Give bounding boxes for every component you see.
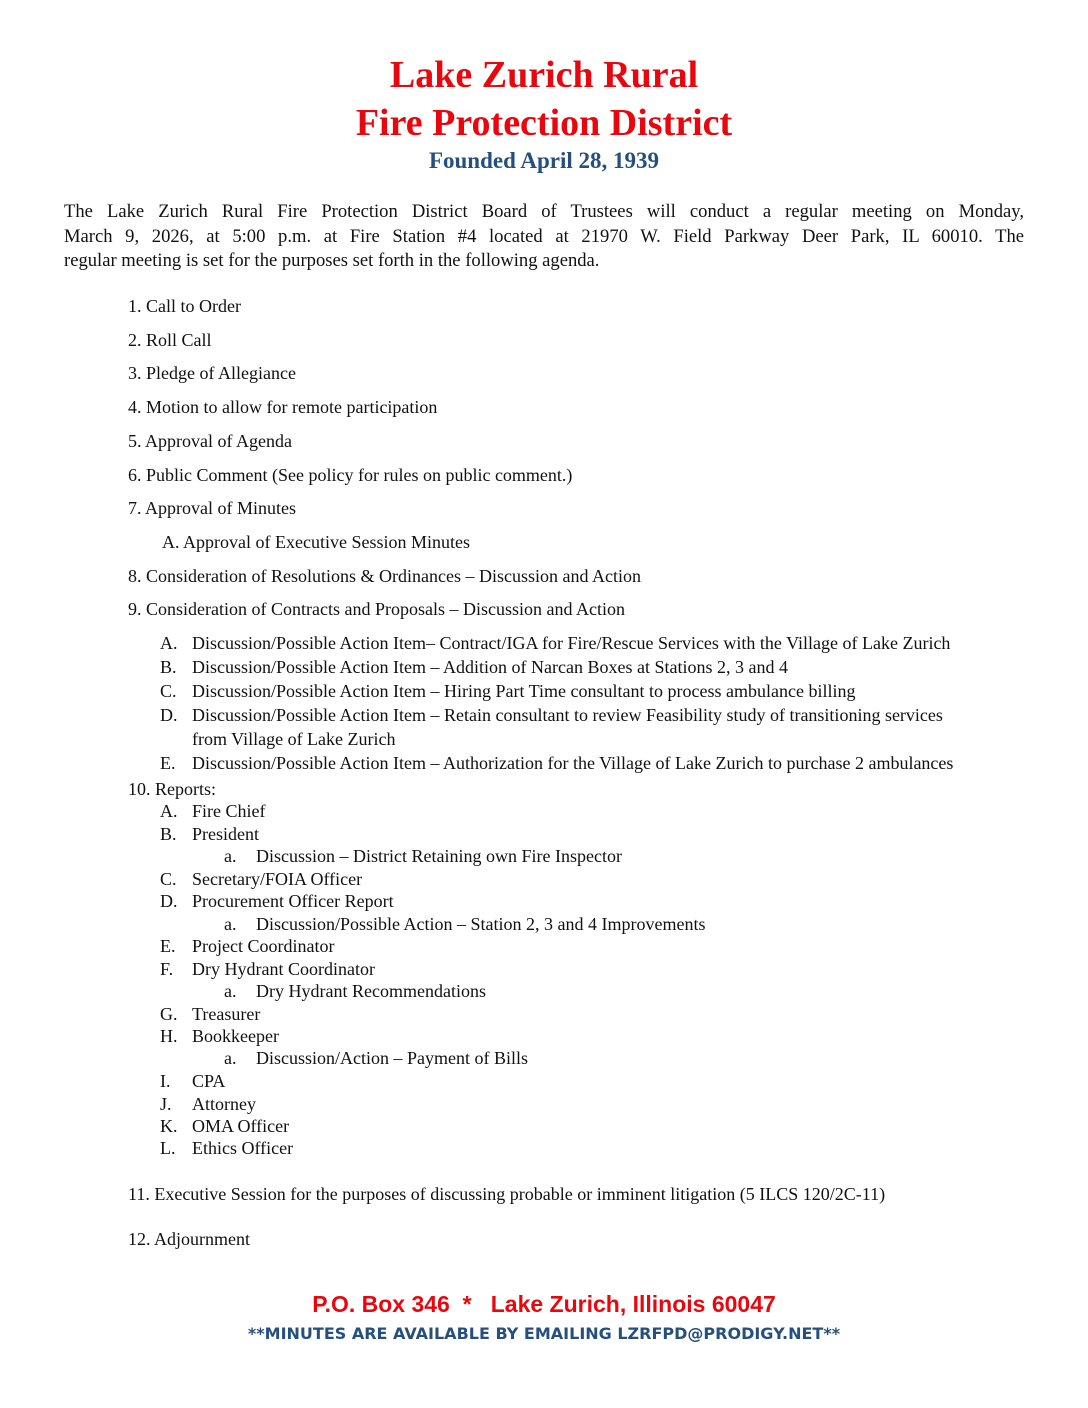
meeting-notice-paragraph	[64, 200, 1024, 274]
report-bookkeeper: Bookkeeper	[192, 1026, 279, 1046]
intro-line-2: March 9, 2026, at 5:00 p.m. at Fire Station #4 located at 21970 W. Field Parkway Deer Park, IL 60010. The	[64, 225, 1024, 247]
report-ethics-officer: Ethics Officer	[192, 1138, 294, 1158]
report-sub-text: Discussion/Action – Payment of Bills	[256, 1048, 528, 1068]
agenda-item-8: 8. Consideration of Resolutions & Ordinances – Discussion and Action	[128, 566, 641, 586]
footer-minutes-email-note: **MINUTES ARE AVAILABLE BY EMAILING LZRFPD@PRODIGY.NET**	[247, 1324, 841, 1343]
item9-sub-text: Discussion/Possible Action Item – Authorization for the Village of Lake Zurich to purchase 2 ambulances	[192, 753, 954, 773]
report-attorney: Attorney	[192, 1094, 256, 1114]
report-sub-letter: a.	[224, 914, 237, 934]
report-letter: E.	[160, 936, 176, 956]
report-sub-text: Dry Hydrant Recommendations	[256, 981, 486, 1001]
founded-date: Founded April 28, 1939	[428, 148, 660, 173]
agenda-item-10: 10. Reports:	[128, 779, 216, 799]
agenda-item-3: 3. Pledge of Allegiance	[128, 363, 296, 383]
report-letter: L.	[160, 1138, 176, 1158]
report-president: President	[192, 824, 259, 844]
district-name-line1: Lake Zurich Rural	[389, 54, 699, 96]
agenda-item-2: 2. Roll Call	[128, 330, 212, 350]
report-secretary-foia: Secretary/FOIA Officer	[192, 869, 363, 889]
report-procurement-officer: Procurement Officer Report	[192, 891, 394, 911]
report-letter: C.	[160, 869, 177, 889]
agenda-item-12: 12. Adjournment	[128, 1229, 250, 1249]
report-project-coordinator: Project Coordinator	[192, 936, 335, 956]
report-letter: H.	[160, 1026, 178, 1046]
agenda-item-6: 6. Public Comment (See policy for rules on public comment.)	[128, 465, 573, 485]
footer-address: P.O. Box 346 * Lake Zurich, Illinois 60047	[312, 1291, 776, 1317]
report-letter: J.	[160, 1094, 172, 1114]
report-sub-letter: a.	[224, 1048, 237, 1068]
report-sub-text: Discussion – District Retaining own Fire Inspector	[256, 846, 622, 866]
agenda-item-1: 1. Call to Order	[128, 296, 241, 316]
report-sub-letter: a.	[224, 846, 237, 866]
intro-line-1: The Lake Zurich Rural Fire Protection District Board of Trustees will conduct a regular meeting on Monday,	[64, 201, 1024, 222]
item9-sub-text-continued: from Village of Lake Zurich	[192, 729, 396, 749]
item9-sub-text: Discussion/Possible Action Item – Hiring Part Time consultant to process ambulance billing	[192, 681, 856, 701]
report-dry-hydrant-coordinator: Dry Hydrant Coordinator	[192, 959, 375, 979]
report-letter: I.	[160, 1071, 171, 1091]
report-oma-officer: OMA Officer	[192, 1116, 290, 1136]
item9-sub-text: Discussion/Possible Action Item– Contract/IGA for Fire/Rescue Services with the Village of Lake Zurich	[192, 633, 951, 653]
item9-sub-letter: B.	[160, 657, 177, 677]
report-letter: D.	[160, 891, 178, 911]
item9-sub-letter: A.	[160, 633, 178, 653]
report-letter: K.	[160, 1116, 178, 1136]
report-treasurer: Treasurer	[192, 1004, 261, 1024]
agenda-item-11: 11. Executive Session for the purposes of discussing probable or imminent litigation (5 ILCS 120/2C-11)	[128, 1184, 886, 1204]
agenda-item-9: 9. Consideration of Contracts and Proposals – Discussion and Action	[128, 599, 625, 619]
item9-sub-letter: E.	[160, 753, 176, 773]
agenda-item-7: 7. Approval of Minutes	[128, 498, 296, 518]
item9-sub-text: Discussion/Possible Action Item – Retain consultant to review Feasibility study of transitioning services	[192, 705, 943, 725]
district-name-line2: Fire Protection District	[355, 102, 733, 144]
item9-sub-letter: C.	[160, 681, 177, 701]
item9-sub-text: Discussion/Possible Action Item – Addition of Narcan Boxes at Stations 2, 3 and 4	[192, 657, 788, 677]
agenda-item-4: 4. Motion to allow for remote participation	[128, 397, 438, 417]
report-letter: B.	[160, 824, 177, 844]
intro-line-3: regular meeting is set for the purposes set forth in the following agenda.	[64, 250, 600, 271]
report-letter: G.	[160, 1004, 178, 1024]
item9-sub-letter: D.	[160, 705, 178, 725]
report-fire-chief: Fire Chief	[192, 801, 266, 821]
report-cpa: CPA	[192, 1071, 226, 1091]
report-letter: A.	[160, 801, 178, 821]
agenda-item-5: 5. Approval of Agenda	[128, 431, 292, 451]
agenda-item-7a: A. Approval of Executive Session Minutes	[162, 532, 470, 552]
report-sub-letter: a.	[224, 981, 237, 1001]
report-letter: F.	[160, 959, 174, 979]
report-sub-text: Discussion/Possible Action – Station 2, 3 and 4 Improvements	[256, 914, 706, 934]
